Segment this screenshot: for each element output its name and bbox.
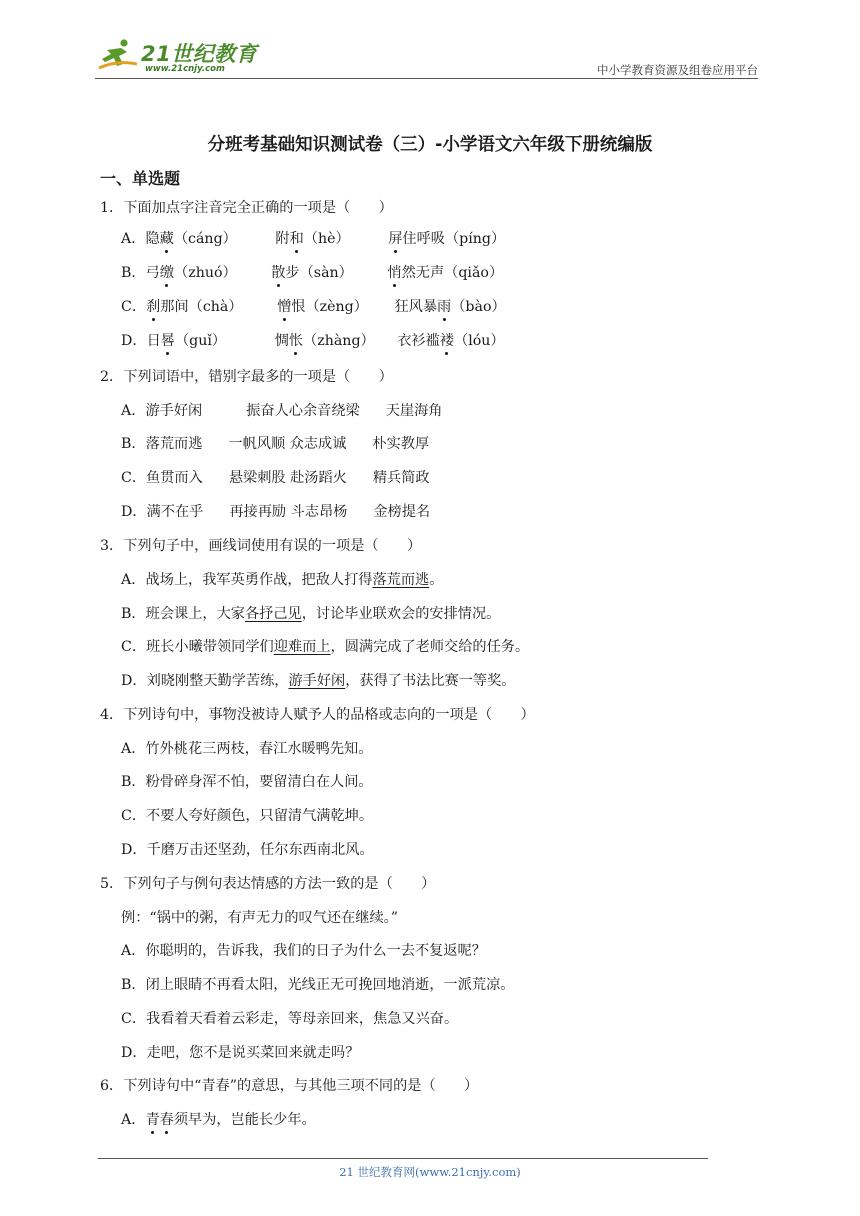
- logo-url: www.21cnjy.com: [145, 64, 225, 74]
- header-platform-text: 中小学教育资源及组卷应用平台: [597, 63, 758, 77]
- footer-divider: [98, 1158, 708, 1159]
- dotted-char: 刹: [146, 296, 160, 316]
- dotted-char: 雨: [437, 296, 451, 316]
- dotted-char: 怅: [289, 330, 303, 350]
- dotted-char: 藏: [160, 228, 174, 248]
- dotted-char: 和: [290, 228, 304, 248]
- question-6-stem: 6．下列诗句中“青春”的意思，与其他三项不同的是（ ）: [100, 1078, 479, 1094]
- page-header: [95, 34, 758, 80]
- q1-option-b: B．弓缴（zhuó） 散步（sàn） 悄然无声（qiǎo）: [121, 262, 503, 282]
- question-1-stem: 1．下面加点字注音完全正确的一项是（ ）: [100, 200, 393, 216]
- dotted-char: 晷: [161, 330, 175, 350]
- header-divider: [95, 78, 758, 79]
- q4-option-a: A．竹外桃花三两枝，春江水暖鸭先知。: [121, 741, 373, 757]
- logo: [95, 34, 260, 78]
- q3-option-d: D．刘晓刚整天勤学苦练，游手好闲，获得了书法比赛一等奖。: [121, 673, 516, 689]
- q1-option-a: A．隐藏（cáng） 附和（hè） 屏住呼吸（píng）: [121, 228, 505, 248]
- question-4-stem: 4．下列诗句中，事物没被诗人赋予人的品格或志向的一项是（ ）: [100, 707, 535, 723]
- question-5-stem: 5．下列句子与例句表达情感的方法一致的是（ ）: [100, 876, 436, 892]
- page-title: 分班考基础知识测试卷（三）-小学语文六年级下册统编版: [207, 135, 653, 155]
- dotted-char: 屏: [388, 228, 402, 248]
- q2-option-b: B．落荒而逃 一帆风顺 众志成诚 朴实教厚: [121, 436, 430, 452]
- underlined-word: 游手好闲: [288, 673, 346, 689]
- q1-option-c: C．刹那间（chà） 憎恨（zèng） 狂风暴雨（bào）: [121, 296, 506, 316]
- q5-option-c: C．我看着天看着云彩走，等母亲回来，焦急又兴奋。: [121, 1011, 459, 1027]
- q5-option-a: A．你聪明的，告诉我，我们的日子为什么一去不复返呢？: [121, 943, 486, 959]
- q4-option-d: D．千磨万击还坚劲，任尔东西南北风。: [121, 842, 374, 858]
- question-3-stem: 3．下列句子中，画线词使用有误的一项是（ ）: [100, 538, 422, 554]
- q6-option-a: A．青春须早为，岂能长少年。: [121, 1109, 316, 1129]
- section-heading: 一、单选题: [100, 169, 181, 188]
- q5-example: 例：“锅中的粥，有声无力的叹气还在继续。”: [121, 910, 398, 926]
- logo-text: 21世纪教育: [141, 42, 258, 66]
- dotted-char: 憎: [277, 296, 291, 316]
- dotted-char: 散: [271, 262, 285, 282]
- q2-option-a: A．游手好闲 振奋人心余音绕梁 天崖海角: [121, 403, 443, 419]
- dotted-char: 春: [160, 1109, 174, 1129]
- dotted-char: 青: [145, 1109, 159, 1129]
- q3-option-a: A．战场上，我军英勇作战，把敌人打得落荒而逃。: [121, 572, 444, 588]
- q4-option-b: B．粉骨碎身浑不怕，要留清白在人间。: [121, 774, 373, 790]
- underlined-word: 迎难而上: [273, 639, 331, 655]
- runner-logo-icon: [97, 38, 139, 72]
- q4-option-c: C．不要人夸好颜色，只留清气满乾坤。: [121, 808, 374, 824]
- dotted-word: [145, 1112, 173, 1128]
- q2-option-c: C．鱼贯而入 悬梁刺股 赴汤蹈火 精兵简政: [121, 470, 430, 486]
- underlined-word: 落荒而逃: [372, 572, 430, 588]
- q5-option-b: B．闭上眼睛不再看太阳，光线正无可挽回地消逝，一派荒凉。: [121, 977, 515, 993]
- q1-option-d: D．日晷（guǐ） 惆怅（zhàng） 衣衫褴褛（lóu）: [121, 330, 505, 350]
- dotted-char: 褛: [440, 330, 454, 350]
- footer-text: 21 世纪教育网(www.21cnjy.com): [339, 1165, 521, 1179]
- q3-option-b: B．班会课上，大家各抒己见，讨论毕业联欢会的安排情况。: [121, 606, 501, 622]
- dotted-char: 悄: [387, 262, 401, 282]
- question-2-stem: 2．下列词语中，错别字最多的一项是（ ）: [100, 369, 393, 385]
- q5-option-d: D．走吧，您不是说买菜回来就走吗？: [121, 1045, 360, 1061]
- q2-option-d: D．满不在乎 再接再励 斗志昂杨 金榜提名: [121, 504, 431, 520]
- underlined-word: 各抒己见: [244, 606, 302, 622]
- dotted-char: 缴: [160, 262, 174, 282]
- q3-option-c: C．班长小曦带领同学们迎难而上，圆满完成了老师交给的任务。: [121, 639, 530, 655]
